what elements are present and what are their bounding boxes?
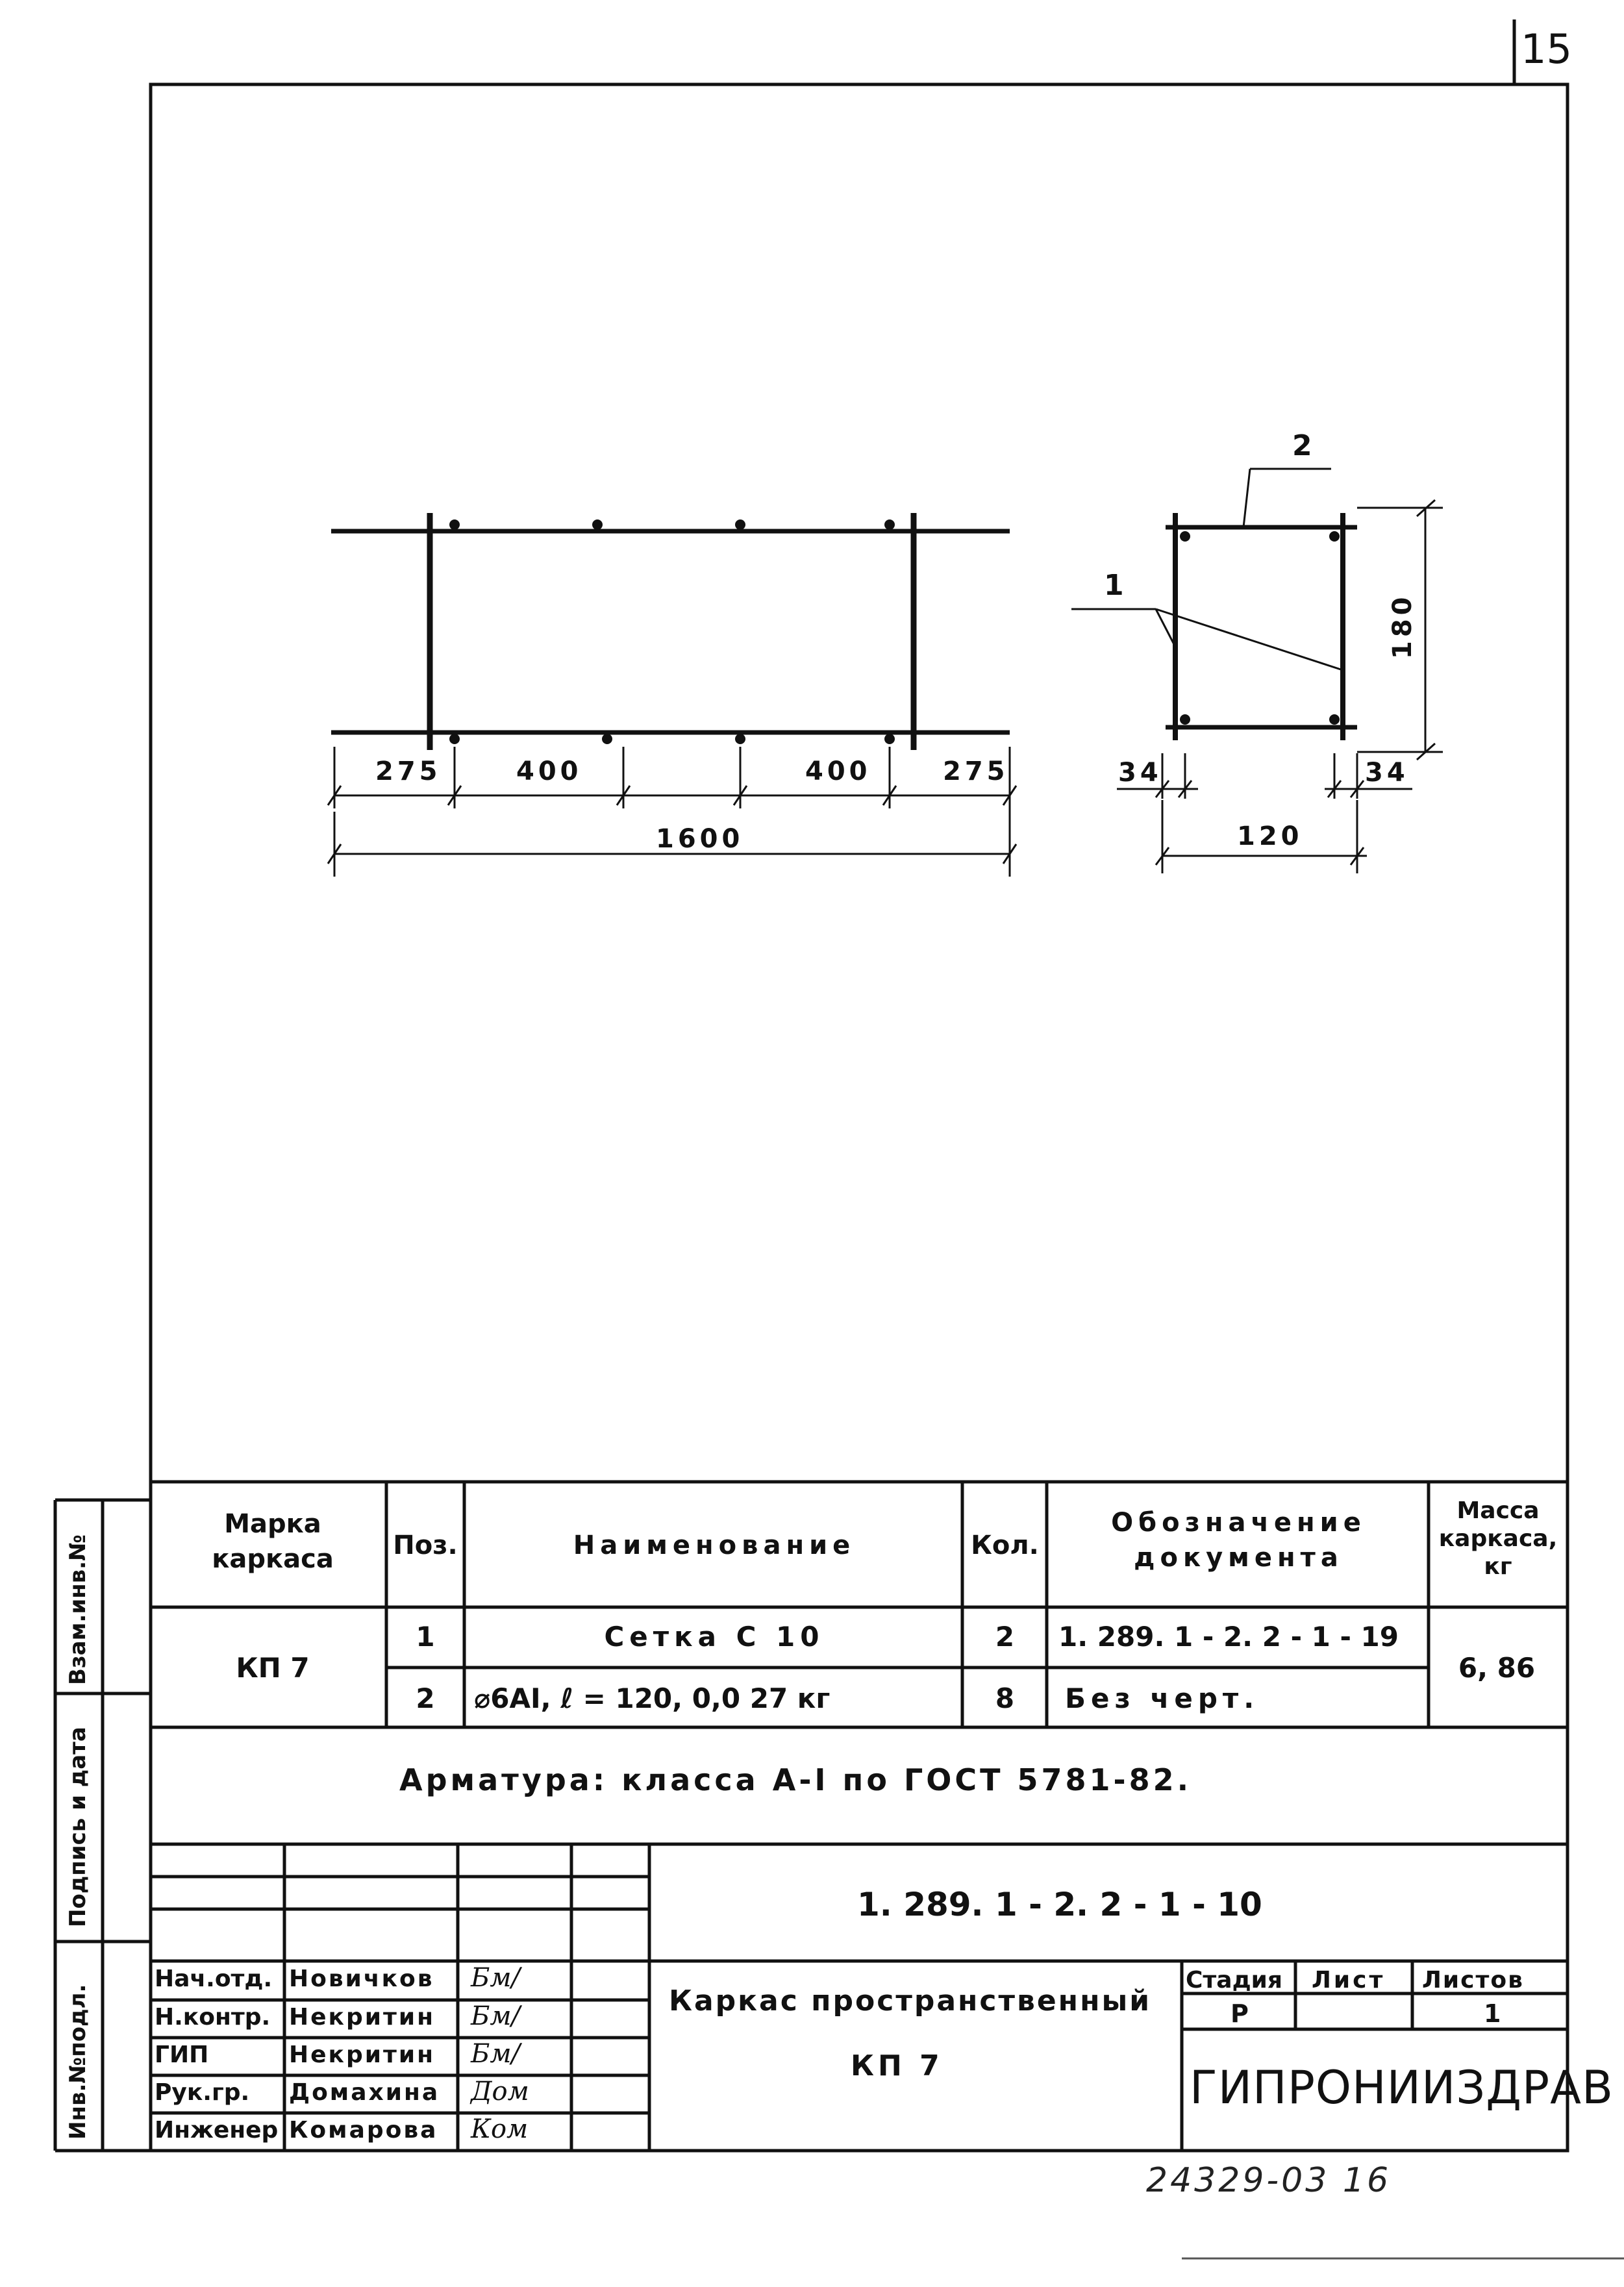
dim-34-left: 34: [1118, 758, 1162, 788]
position-label-1: 1: [1104, 569, 1124, 602]
dim-1600: 1600: [656, 824, 744, 854]
row1-oboz: 1. 289. 1 - 2. 2 - 1 - 19: [1058, 1621, 1399, 1653]
cell-massa: 6, 86: [1458, 1652, 1536, 1684]
title-line-2: КП 7: [851, 2049, 943, 2082]
header-name: Наименование: [573, 1531, 856, 1560]
label-listov: Листов: [1422, 1967, 1524, 1993]
person-domakhina: Домахина: [289, 2079, 440, 2106]
row2-name: ⌀6АI, ℓ = 120, 0,0 27 кг: [474, 1682, 831, 1714]
role-nach-otd: Нач.отд.: [155, 1966, 273, 1992]
person-nekritin-2: Некритин: [289, 2042, 435, 2068]
label-list: Лист: [1312, 1967, 1386, 1993]
dim-180: 180: [1388, 593, 1418, 659]
signature-2: Бм/: [471, 2001, 521, 2031]
role-ruk-gr: Рук.гр.: [155, 2079, 250, 2106]
section-view: [1166, 513, 1357, 740]
header-poz: Поз.: [393, 1531, 458, 1560]
document-code: 1. 289. 1 - 2. 2 - 1 - 10: [857, 1886, 1262, 1923]
row1-poz: 1: [416, 1621, 435, 1653]
header-marka: Марка каркаса: [212, 1509, 334, 1574]
dim-400-right: 400: [805, 756, 871, 786]
title-line-1: Каркас пространственный: [669, 1984, 1152, 2018]
section-dimensions: [1117, 500, 1443, 873]
stamp-vzam-inv: Взам.инв.№: [65, 1534, 91, 1685]
signature-1: Бм/: [471, 1963, 521, 1993]
section-bars: [1180, 531, 1340, 725]
reinforcement-note: Арматура: класса А-I по ГОСТ 5781-82.: [399, 1762, 1192, 1797]
organization-name: ГИПРОНИИЗДРАВ: [1190, 2061, 1614, 2114]
row2-poz: 2: [416, 1682, 435, 1714]
dim-400-left: 400: [516, 756, 582, 786]
cell-marka: КП 7: [236, 1652, 310, 1684]
person-nekritin-1: Некритин: [289, 2004, 435, 2031]
archive-number: 24329-03 16: [1146, 2161, 1392, 2200]
signature-4: Дом: [471, 2077, 529, 2106]
header-oboz: Обозначение документа: [1111, 1508, 1366, 1573]
role-n-kontr: Н.контр.: [155, 2004, 271, 2031]
role-gip: ГИП: [155, 2042, 209, 2068]
role-inzhener: Инженер: [155, 2117, 279, 2143]
dim-275-left: 275: [375, 756, 442, 786]
stamp-podpis-data: Подпись и дата: [65, 1727, 91, 1927]
value-listov: 1: [1484, 1999, 1501, 2028]
position-label-2: 2: [1292, 429, 1312, 462]
row1-kol: 2: [995, 1621, 1015, 1653]
dim-275-right: 275: [943, 756, 1009, 786]
elevation-view: [331, 513, 1010, 750]
value-stadiya: Р: [1230, 1999, 1249, 2028]
sheet-number: 15: [1521, 25, 1572, 73]
dim-34-right: 34: [1365, 758, 1409, 788]
header-kol: Кол.: [971, 1531, 1039, 1560]
stamp-inv-podl: Инв.№подл.: [65, 1984, 91, 2140]
signature-3: Бм/: [471, 2039, 521, 2069]
signature-5: Ком: [471, 2114, 529, 2144]
row2-oboz: Без черт.: [1065, 1682, 1260, 1714]
dim-120: 120: [1237, 821, 1303, 851]
row1-name: Сетка С 10: [604, 1621, 825, 1653]
row2-kol: 8: [995, 1682, 1015, 1714]
header-massa: Масса каркаса, кг: [1438, 1497, 1558, 1581]
person-novichkov: Новичков: [289, 1966, 434, 1992]
sheet-frame: [151, 84, 1568, 2151]
label-stadiya: Стадия: [1186, 1967, 1282, 1993]
person-komarova: Комарова: [289, 2117, 438, 2143]
longitudinal-bars: [449, 519, 895, 744]
